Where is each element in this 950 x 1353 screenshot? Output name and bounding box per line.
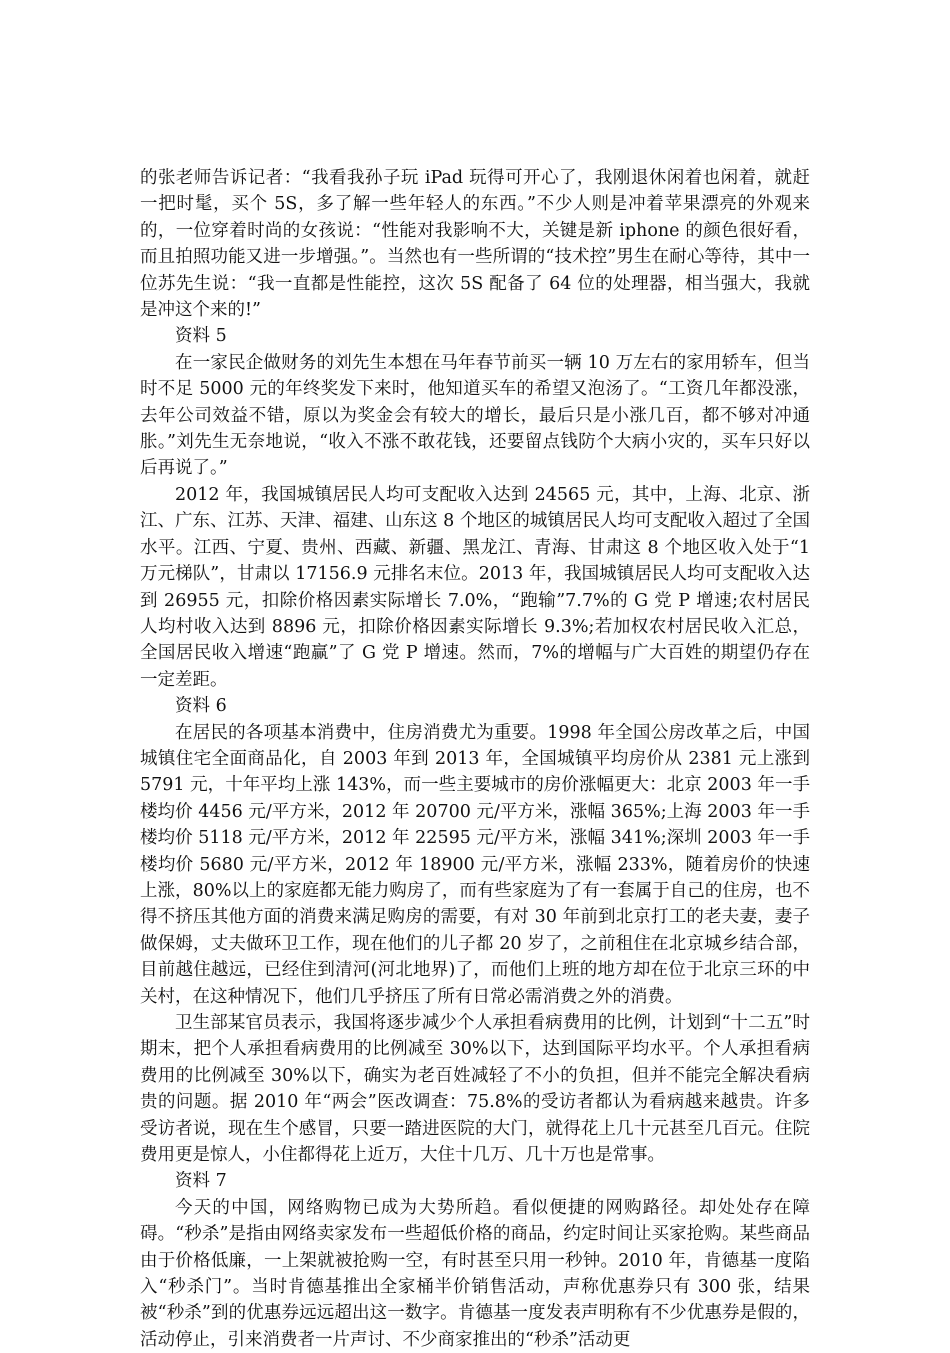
continuation-paragraph: 的张老师告诉记者：“我看我孙子玩 iPad 玩得可开心了，我刚退休闲着也闲着，就赶一把时髦，买个 5S，多了解一些年轻人的东西。”不少人则是冲着苹果漂亮的外观来的，一位穿着时尚的女孩说：“性能对我影响不大，关键是新 iphone 的颜色很好看，而且拍照功能又进一步增强。”。当然也有一些所谓的“技术控”男生在耐心等待，其中一位苏先生说：“我一直都是性能控，这次 5S 配备了 64 位的处理器，相当强大，我就是冲这个来的!” [140,168,810,321]
document-page [140,165,810,1353]
paragraph-online-shopping: 今天的中国，网络购物已成为大势所趋。看似便捷的网购路径。却处处存在障碍。“秒杀”是指由网络卖家发布一些超低价格的商品，约定时间让买家抢购。某些商品由于价格低廉，一上架就被抢购一空，有时甚至只用一秒钟。2010 年，肯德基一度陷入“秒杀门”。当时肯德基推出全家桶半价销售活动，声称优惠券只有 300 张，结果被“秒杀”到的优惠券远远超出这一数字。肯德基一度发表声明称有不少优惠券是假的，活动停止，引来消费者一片声讨、不少商家推出的“秒杀”活动更 [140,1197,810,1350]
paragraph-medical-costs: 卫生部某官员表示，我国将逐步减少个人承担看病费用的比例，计划到“十二五”时期末，把个人承担看病费用的比例减至 30%以下，达到国际平均水平。个人承担看病费用的比例减至 30%以下，确实为老百姓减轻了不小的负担，但并不能完全解决看病贵的问题。据 2010 年“两会”医改调查：75.8%的受访者都认为看病越来越贵。许多受访者说，现在生个感冒，只要一踏进医院的大门，就得花上几十元甚至几百元。住院费用更是惊人，小住都得花上近万，大住十几万、几十万也是常事。 [140,1013,810,1166]
section-heading-material-7: 资料 7 [175,1171,227,1192]
paragraph-income-statistics: 2012 年，我国城镇居民人均可支配收入达到 24565 元，其中，上海、北京、浙江、广东、江苏、天津、福建、山东这 8 个地区的城镇居民人均可支配收入超过了全国水平。江西、宁夏、贵州、西藏、新疆、黑龙江、青海、甘肃这 8 个地区收入处于“1 万元梯队”，甘肃以 17156.9 元排名末位。2013 年，我国城镇居民人均可支配收入达到 26955 元，扣除价格因素实际增长 7.0%，“跑输”7.7%的 G 党 P 增速;农村居民人均村收入达到 8896 元，扣除价格因素实际增长 9.3%;若加权农村居民收入汇总，全国居民收入增速“跑赢”了 G 党 P 增速。然而，7%的增幅与广大百姓的期望仍存在一定差距。 [140,484,810,690]
paragraph-car-purchase: 在一家民企做财务的刘先生本想在马年春节前买一辆 10 万左右的家用轿车，但当时不足 5000 元的年终奖发下来时，他知道买车的希望又泡汤了。“工资几年都没涨，去年公司效益不错，原以为奖金会有较大的增长，最后只是小涨几百，都不够对冲通胀。”刘先生无奈地说，“收入不涨不敢花钱，还要留点钱防个大病小灾的，买车只好以后再说了。” [140,352,810,479]
section-heading-material-5: 资料 5 [175,326,227,347]
section-heading-material-6: 资料 6 [175,696,227,717]
paragraph-housing-consumption: 在居民的各项基本消费中，住房消费尤为重要。1998 年全国公房改革之后，中国城镇住宅全面商品化，自 2003 年到 2013 年，全国城镇平均房价从 2381 元上涨到 5791 元，十年平均上涨 143%，而一些主要城市的房价涨幅更大：北京 2003 年一手楼均价 4456 元/平方米，2012 年 20700 元/平方米，涨幅 365%;上海 2003 年一手楼均价 5118 元/平方米，2012 年 22595 元/平方米，涨幅 341%;深圳 2003 年一手楼均价 5680 元/平方米，2012 年 18900 元/平方米，涨幅 233%，随着房价的快速上涨，80%以上的家庭都无能力购房了，而有些家庭为了有一套属于自己的住房，也不得不挤压其他方面的消费来满足购房的需要，有对 30 年前到北京打工的老夫妻，妻子做保姆，丈夫做环卫工作，现在他们的儿子都 20 岁了，之前租住在北京城乡结合部，目前越住越远，已经住到清河(河北地界)了，而他们上班的地方却在位于北京三环的中关村，在这种情况下，他们几乎挤压了所有日常必需消费之外的消费。 [140,722,810,1007]
